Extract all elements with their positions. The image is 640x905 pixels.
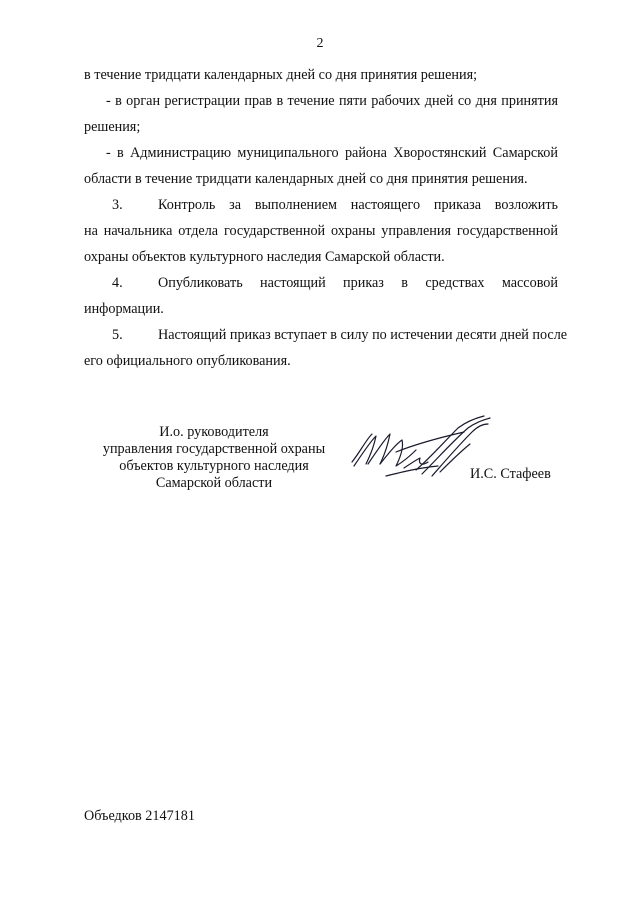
title-line: управления государственной охраны xyxy=(102,441,326,457)
text-line: охраны объектов культурного наследия Самарской области. xyxy=(84,249,445,265)
text-line: - в орган регистрации прав в течение пяти рабочих дней со дня принятия xyxy=(106,93,558,109)
text-line: области в течение тридцати календарных дней со дня принятия решения. xyxy=(84,171,528,187)
clause-number: 4. xyxy=(112,275,123,291)
text-line: на начальника отдела государственной охраны управления государственной xyxy=(84,223,558,239)
text-line: решения; xyxy=(84,119,141,135)
title-line: И.о. руководителя xyxy=(159,424,269,440)
text-line: его официального опубликования. xyxy=(84,353,291,369)
text-line: - в Администрацию муниципального района Хворостянский Самарской xyxy=(106,145,558,161)
clause-number: 5. xyxy=(112,327,123,343)
signer-name: И.С. Стафеев xyxy=(470,466,551,482)
title-line: объектов культурного наследия xyxy=(119,458,309,474)
signatory-title xyxy=(84,424,344,492)
clause-text: Опубликовать настоящий приказ в средствах массовой xyxy=(158,275,558,291)
clause-4 xyxy=(84,270,558,322)
clause-3 xyxy=(84,192,558,270)
text-line: в течение тридцати календарных дней со дня принятия решения; xyxy=(84,67,478,83)
page-number: 2 xyxy=(316,36,324,51)
clause-text: Контроль за выполнением настоящего приказа возложить xyxy=(158,197,558,213)
continuation-text xyxy=(84,62,558,192)
text-line: информации. xyxy=(84,301,164,317)
title-line: Самарской области xyxy=(155,475,273,491)
clause-5 xyxy=(84,322,568,374)
executor-footer: Объедков 2147181 xyxy=(84,808,195,824)
clause-number: 3. xyxy=(112,197,123,213)
clause-text: Настоящий приказ вступает в силу по истечении десяти дней после xyxy=(158,327,568,343)
